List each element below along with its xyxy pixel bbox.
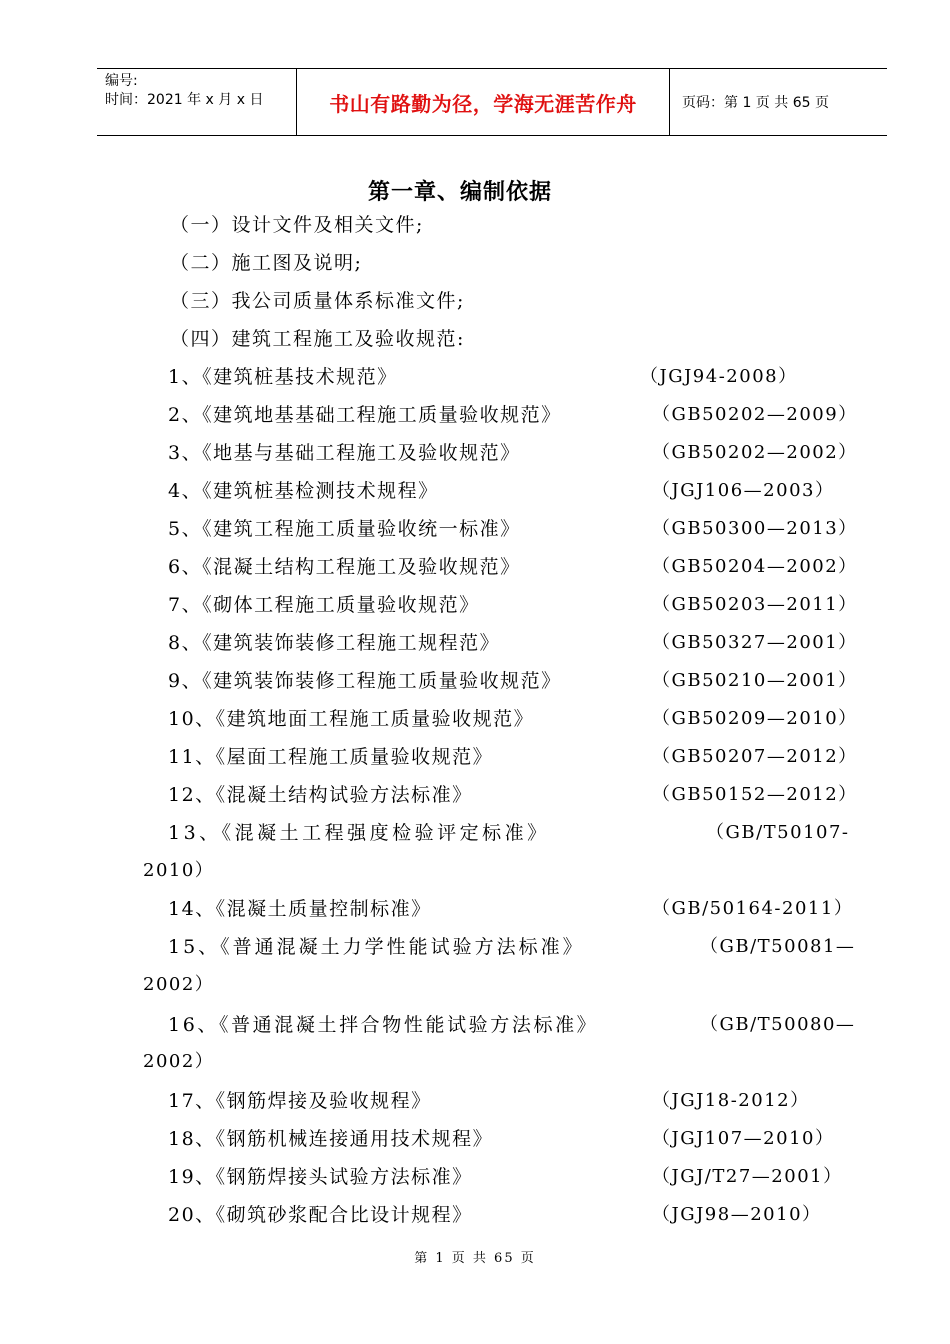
header-page-info: 页码：第 1 页 共 65 页 [682,95,829,111]
standard-item-title: 10、《建筑地面工程施工质量验收规范》 [168,708,535,730]
header-motto: 书山有路勤为径，学海无涯苦作舟 [297,69,670,135]
standard-item-code: （GB50203—2011） [652,594,858,615]
document-number-label: 编号: [105,73,138,89]
standard-item-code: （GB50152—2012） [652,784,858,805]
standard-item-title: 17、《钢筋焊接及验收规程》 [168,1090,432,1112]
standard-item-title: 18、《钢筋机械连接通用技术规程》 [168,1128,494,1150]
standard-item-title: 5、《建筑工程施工质量验收统一标准》 [168,518,521,540]
standard-item-title: 8、《建筑装饰装修工程施工规程范》 [168,632,501,654]
standard-item-title: 15、《普通混凝土力学性能试验方法标准》 [168,936,585,958]
standard-item-title: 1、《建筑桩基技术规范》 [168,366,398,388]
standard-item-code: （JGJ18-2012） [652,1090,810,1111]
standard-item-code-continued: 2002） [143,1051,215,1072]
standard-item-code-continued: 2002） [143,974,215,995]
standard-item-title: 9、《建筑装饰装修工程施工质量验收规范》 [168,670,562,692]
standard-item-code: （JGJ98—2010） [652,1204,822,1225]
standard-item-code: （GB50209—2010） [652,708,858,729]
section-line: （四）建筑工程施工及验收规范: [170,328,465,350]
standard-item-code-continued: 2010） [143,860,215,881]
page-header [97,68,887,136]
standard-item-code: （GB/T50080— [700,1014,856,1035]
standard-item-title: 4、《建筑桩基检测技术规程》 [168,480,439,502]
standard-item-code: （GB/T50081— [700,936,856,957]
standard-item-code: （JGJ106—2003） [652,480,835,501]
standard-item-title: 7、《砌体工程施工质量验收规范》 [168,594,480,616]
standard-item-code: （GB50210—2001） [652,670,858,691]
section-line: （一）设计文件及相关文件; [170,214,424,236]
standard-item-title: 14、《混凝土质量控制标准》 [168,898,432,920]
document-time: 时间：2021 年 x 月 x 日 [105,92,264,108]
standard-item-code: （GB50300—2013） [652,518,858,539]
standard-item-code: （JGJ/T27—2001） [652,1166,843,1187]
standard-item-title: 11、《屋面工程施工质量验收规范》 [168,746,494,768]
section-line: （三）我公司质量体系标准文件; [170,290,465,312]
standard-item-title: 3、《地基与基础工程施工及验收规范》 [168,442,521,464]
standard-item-code: （JGJ94-2008） [640,366,798,387]
standard-item-code: （GB/T50107- [706,822,850,843]
standard-item-title: 13、《混凝土工程强度检验评定标准》 [168,822,550,844]
standard-item-code: （GB50204—2002） [652,556,858,577]
standard-item-code: （GB50202—2002） [652,442,858,463]
standard-item-code: （GB50207—2012） [652,746,858,767]
header-meta [97,69,297,135]
standard-item-title: 16、《普通混凝土拌合物性能试验方法标准》 [168,1014,599,1036]
section-line: （二）施工图及说明; [170,252,363,274]
standard-item-title: 20、《砌筑砂浆配合比设计规程》 [168,1204,473,1226]
standard-item-title: 6、《混凝土结构工程施工及验收规范》 [168,556,521,578]
standard-item-code: （GB/50164-2011） [652,898,854,919]
standard-item-code: （JGJ107—2010） [652,1128,835,1149]
page-footer: 第 1 页 共 65 页 [414,1251,536,1266]
standard-item-title: 12、《混凝土结构试验方法标准》 [168,784,473,806]
standard-item-title: 2、《建筑地基基础工程施工质量验收规范》 [168,404,562,426]
standard-item-code: （GB50327—2001） [652,632,858,653]
standard-item-title: 19、《钢筋焊接头试验方法标准》 [168,1166,473,1188]
chapter-title: 第一章、编制依据 [367,180,552,205]
standard-item-code: （GB50202—2009） [652,404,858,425]
